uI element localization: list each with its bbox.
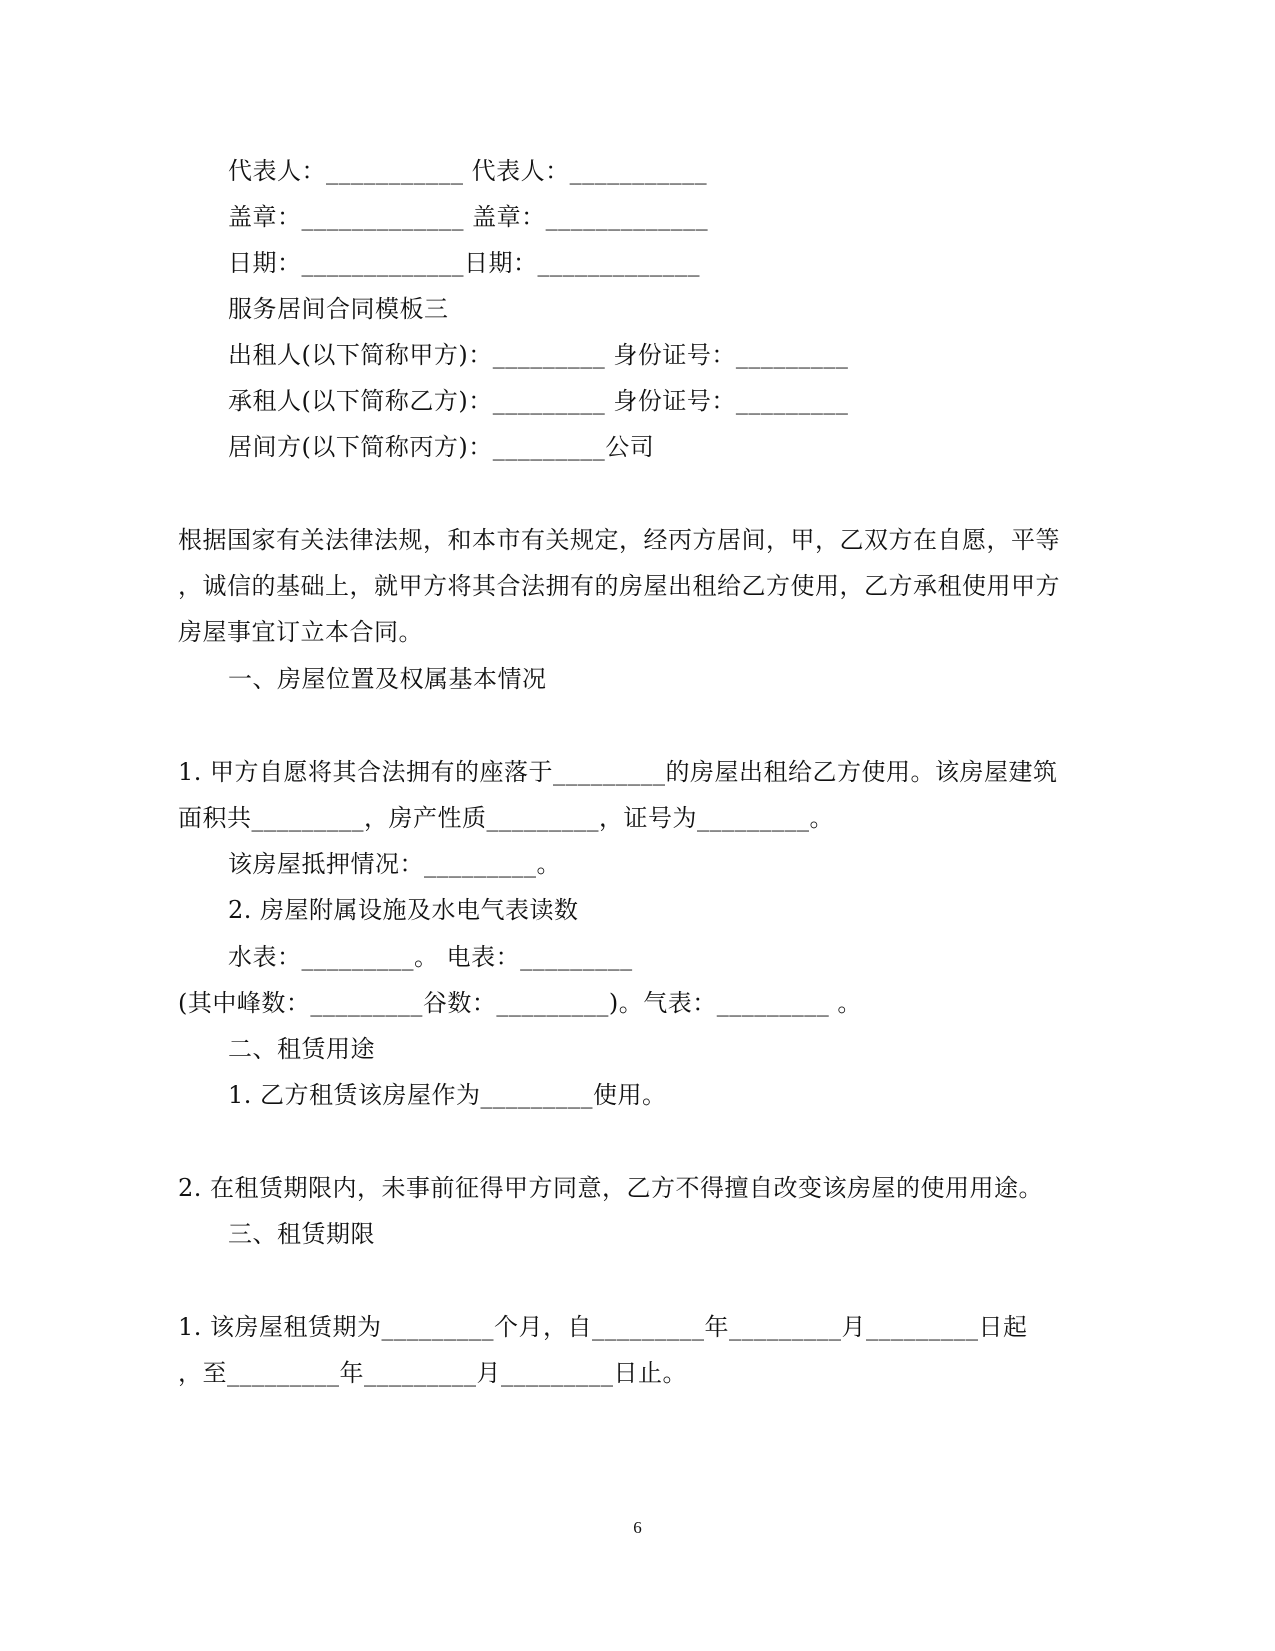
preamble-line-2: ，诚信的基础上，就甲方将其合法拥有的房屋出租给乙方使用，乙方承租使用甲方 <box>178 572 1060 600</box>
section-2-heading: 二、租赁用途 <box>228 1035 375 1063</box>
preamble-line-3: 房屋事宜订立本合同。 <box>178 618 423 646</box>
lessee-line: 承租人(以下简称乙方)：_________ 身份证号：_________ <box>228 387 849 415</box>
section-2-item-1: 1. 乙方租赁该房屋作为_________使用。 <box>228 1081 667 1109</box>
template-title: 服务居间合同模板三 <box>228 295 449 323</box>
meters-line: 水表：_________。 电表：_________ <box>228 943 633 971</box>
page-number: 6 <box>633 1518 642 1537</box>
section-1-heading: 一、房屋位置及权属基本情况 <box>228 665 547 693</box>
section-1-item-1-line-1: 1. 甲方自愿将其合法拥有的座落于_________的房屋出租给乙方使用。该房屋建筑 <box>178 758 1058 786</box>
signature-seal-line: 盖章：_____________ 盖章：_____________ <box>228 203 709 231</box>
lessor-line: 出租人(以下简称甲方)：_________ 身份证号：_________ <box>228 341 849 369</box>
section-2-item-2: 2. 在租赁期限内，未事前征得甲方同意，乙方不得擅自改变该房屋的使用用途。 <box>178 1174 1044 1202</box>
section-1-item-2-heading: 2. 房屋附属设施及水电气表读数 <box>228 896 579 924</box>
section-3-item-1-line-1: 1. 该房屋租赁期为_________个月，自_________年_________月_________日起 <box>178 1313 1028 1341</box>
broker-line: 居间方(以下简称丙方)：_________公司 <box>228 433 655 461</box>
meters-detail-line: (其中峰数：_________谷数：_________)。气表：_________ 。 <box>178 989 862 1017</box>
section-3-heading: 三、租赁期限 <box>228 1220 375 1248</box>
signature-date-line: 日期：_____________日期：_____________ <box>228 249 700 277</box>
mortgage-line: 该房屋抵押情况：_________。 <box>228 850 561 878</box>
preamble-line-1: 根据国家有关法律法规，和本市有关规定，经丙方居间，甲，乙双方在自愿，平等 <box>178 526 1060 554</box>
signature-representative-line: 代表人：___________ 代表人：___________ <box>228 157 708 185</box>
section-1-item-1-line-2: 面积共_________，房产性质_________，证号为_________。 <box>178 804 834 832</box>
section-3-item-1-line-2: ，至_________年_________月_________日止。 <box>178 1359 687 1387</box>
